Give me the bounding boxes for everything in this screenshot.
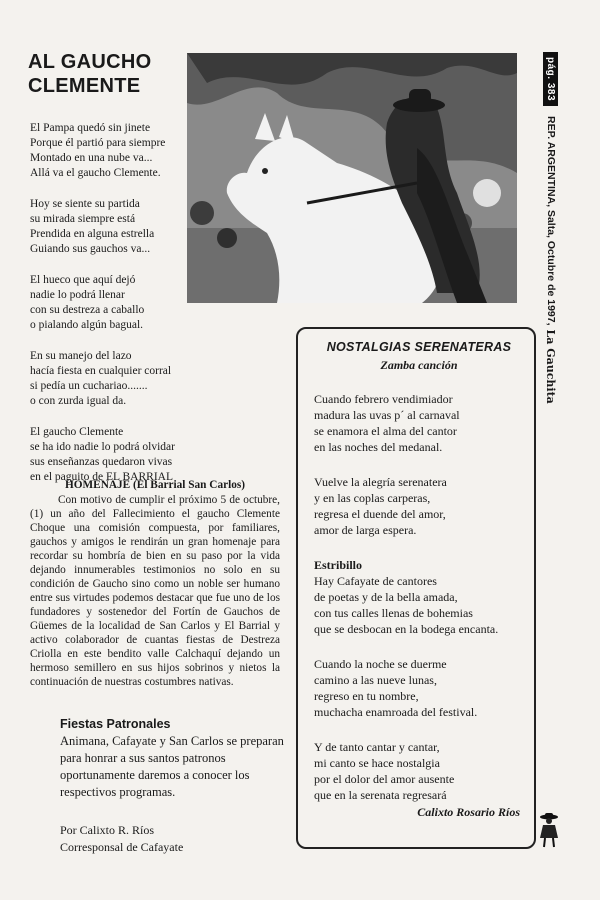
homenaje-body: Con motivo de cumplir el próximo 5 de octubre, (1) un año del Fallecimiento el gaucho Clemente Choque una comisión compuesta, por familiares, gauchos y amigos le rendirán un gran homenaje para recordar su hombría de bien en su paso por la vida dejando innumerables testimonios no solo en su condición de Gaucho sino como un noble ser humano entre sus virtudes podemos destacar que fue uno de los fundadores y sostenedor del Fortín de Gauchos de Güemes de la localidad de San Carlos y El Barrial y activo colaborador de cuantas fiestas de Destreza Criolla en este bendito valle Calchaquí dejando un hermoso semillero en sus hijos sobrinos y nietos la continuación de nuestras costumbres nativas. [30,494,280,688]
serenata-line: Cuando febrero vendimiador [314,392,453,406]
homenaje-title: HOMENAJE (El Barrial San Carlos) [64,479,246,491]
fiestas-section [60,716,285,801]
serenata-line: que en la serenata regresará [314,788,447,802]
serenata-line: Vuelve la alegría serenatera [314,475,447,489]
serenata-line: Y de tanto cantar y cantar, [314,740,440,754]
serenata-line: mi canto se hace nostalgia [314,756,440,770]
poem-line: El hueco que aquí dejó [30,274,136,286]
fiestas-title: Fiestas Patronales [60,717,171,731]
poem-line: Allá va el gaucho Clemente. [30,167,161,179]
poem-line: con su destreza a caballo [30,304,145,316]
article-title-line2: CLEMENTE [28,75,141,97]
poem-line: Porque él partió para siempre [30,137,166,149]
publication-name: La Gauchita [544,329,558,404]
fiestas-body: Animana, Cafayate y San Carlos se preparan para honrar a sus santos patronos oportunamente daremos a conocer los respectivos programas. [60,734,284,799]
page-number: pág. 383 [544,52,559,106]
poem-line: hacía fiesta en cualquier corral [30,365,172,377]
serenata-title: NOSTALGIAS SERENATERAS [326,340,512,354]
poem-line: en el paguito de EL BARRIAL [30,471,173,483]
poem-line: su mirada siempre está [30,213,136,225]
poem-line: El gaucho Clemente [30,426,124,438]
serenata-line: muchacha enamroada del festival. [314,705,478,719]
poem-stanza [30,349,190,409]
byline [60,822,260,856]
masthead-vertical [540,52,562,404]
serenata-line: y en las coplas carperas, [314,491,431,505]
gaucho-figure-icon [538,812,560,853]
gaucho-horse-photo [187,53,517,303]
serenata-stanza [314,474,524,538]
serenata-line: regreso en tu nombre, [314,689,419,703]
edition-info: REP. ARGENTINA, Salta, Octubre de 1997, [545,116,557,326]
article-title-line1: AL GAUCHO [28,51,152,73]
poem-line: nadie lo podrá llenar [30,289,125,301]
poem-line: Hoy se siente su partida [30,198,140,210]
serenata-line: por el dolor del amor ausente [314,772,455,786]
poem-stanza [30,197,190,257]
chorus-label: Estribillo [314,558,363,572]
serenata-line: Hay Cafayate de cantores [314,574,437,588]
serenata-subtitle: Zamba canción [380,358,458,372]
serenata-stanza [314,656,524,720]
poem-line: se ha ido nadie lo podrá olvidar [30,441,175,453]
serenata-line: camino a las nueve lunas, [314,673,437,687]
serenata-line: Cuando la noche se duerme [314,657,447,671]
serenata-line: se enamora el alma del cantor [314,424,457,438]
serenata-stanza [314,739,524,803]
serenata-signature: Calixto Rosario Ríos [417,805,520,819]
homenaje-section [30,478,280,689]
serenata-line: madura las uvas p´ al carnaval [314,408,460,422]
serenata-line: amor de larga espera. [314,523,417,537]
poem-stanza [30,273,190,333]
poem-line: sus enseñanzas quedaron vivas [30,456,173,468]
serenata-line: de poetas y de la bella amada, [314,590,458,604]
serenata-line: regresa el duende del amor, [314,507,446,521]
poem-line: Prendida en alguna estrella [30,228,155,240]
poem-line: o pialando algún bagual. [30,319,144,331]
poem-line: Guiando sus gauchos va... [30,243,151,255]
serenata-line: con tus calles llenas de bohemias [314,606,473,620]
serenata-line: en las noches del medanal. [314,440,443,454]
poem-line: Montado en una nube va... [30,152,153,164]
serenata-chorus [314,557,524,637]
poem-line: o con zurda igual da. [30,395,127,407]
byline-author: Por Calixto R. Ríos [60,823,155,837]
poem-stanza [30,425,190,485]
poem-line: En su manejo del lazo [30,350,132,362]
serenata-stanza [314,391,524,455]
byline-role: Corresponsal de Cafayate [60,840,184,854]
poem-left [30,121,190,501]
serenata-line: que se desbocan en la bodega encanta. [314,622,499,636]
poem-line: si pedía un cuchariao....... [30,380,148,392]
serenata-box [296,327,536,849]
poem-line: El Pampa quedó sin jinete [30,122,151,134]
poem-stanza [30,121,190,181]
article-title [28,50,151,98]
